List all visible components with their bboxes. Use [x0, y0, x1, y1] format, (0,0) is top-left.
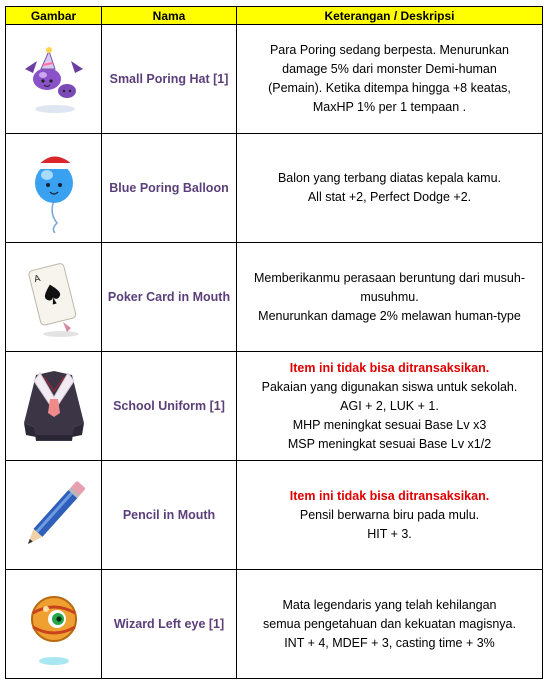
item-description: [237, 25, 543, 134]
item-name: Poker Card in Mouth: [102, 243, 237, 352]
header-description: Keterangan / Deskripsi: [237, 7, 543, 25]
header-row: [6, 7, 543, 25]
description-line: Menurunkan damage 2% melawan human-type: [258, 308, 521, 323]
description-line: HIT + 3.: [367, 526, 412, 541]
item-description: [237, 134, 543, 243]
table-row: [6, 134, 543, 243]
header-name: Nama: [102, 7, 237, 25]
item-description: [237, 352, 543, 461]
image-cell: [6, 461, 102, 570]
image-cell: [6, 570, 102, 679]
table-row: [6, 25, 543, 134]
description-line: (Pemain). Ketika ditempa hingga +8 keatas,: [268, 81, 511, 95]
blue-poring-balloon-icon: [19, 143, 89, 233]
item-name: Wizard Left eye [1]: [102, 570, 237, 679]
description-line: Para Poring sedang berpesta. Menurunkan: [269, 43, 510, 57]
table-row: [6, 461, 543, 570]
table-row: [6, 570, 543, 679]
item-description: [237, 461, 543, 570]
image-cell: [6, 25, 102, 134]
description-line: Pakaian yang digunakan siswa untuk sekolah.: [261, 379, 518, 394]
description-line: Balon yang terbang diatas kepala kamu.: [277, 171, 502, 185]
item-name: Small Poring Hat [1]: [102, 25, 237, 134]
untradeable-warning: Item ini tidak bisa ditransaksikan.: [289, 360, 490, 375]
item-name: Pencil in Mouth: [102, 461, 237, 570]
image-cell: [6, 352, 102, 461]
header-image: Gambar: [6, 7, 102, 25]
item-table: [5, 6, 543, 679]
description-line: MaxHP 1% per 1 tempaan .: [312, 100, 467, 114]
item-name: School Uniform [1]: [102, 352, 237, 461]
image-cell: [6, 243, 102, 352]
table-row: [6, 243, 543, 352]
pencil-icon: [14, 470, 94, 560]
description-line: Memberikanmu perasaan beruntung dari musuh-: [254, 270, 525, 285]
svg-text:A: A: [32, 273, 42, 286]
description-line: Mata legendaris yang telah kehilangan: [282, 597, 497, 612]
description-line: MHP meningkat sesuai Base Lv x3: [292, 417, 487, 432]
table-row: [6, 352, 543, 461]
description-line: All stat +2, Perfect Dodge +2.: [307, 190, 472, 204]
item-description: [237, 243, 543, 352]
description-line: damage 5% dari monster Demi-human: [282, 62, 497, 76]
description-line: musuhmu.: [360, 289, 419, 304]
item-description: [237, 570, 543, 679]
description-line: MSP meningkat sesuai Base Lv x1/2: [287, 436, 492, 451]
image-cell: [6, 134, 102, 243]
poker-card-icon: [19, 252, 89, 342]
description-line: Pensil berwarna biru pada mulu.: [299, 507, 480, 522]
item-name: Blue Poring Balloon: [102, 134, 237, 243]
untradeable-warning: Item ini tidak bisa ditransaksikan.: [289, 488, 490, 503]
wizard-left-eye-icon: [19, 579, 89, 669]
description-line: INT + 4, MDEF + 3, casting time + 3%: [284, 635, 495, 650]
school-uniform-icon: [14, 361, 94, 451]
description-line: AGI + 2, LUK + 1.: [340, 398, 439, 413]
description-line: semua pengetahuan dan kekuatan magisnya.: [263, 616, 516, 631]
small-poring-hat-icon: [19, 39, 89, 119]
